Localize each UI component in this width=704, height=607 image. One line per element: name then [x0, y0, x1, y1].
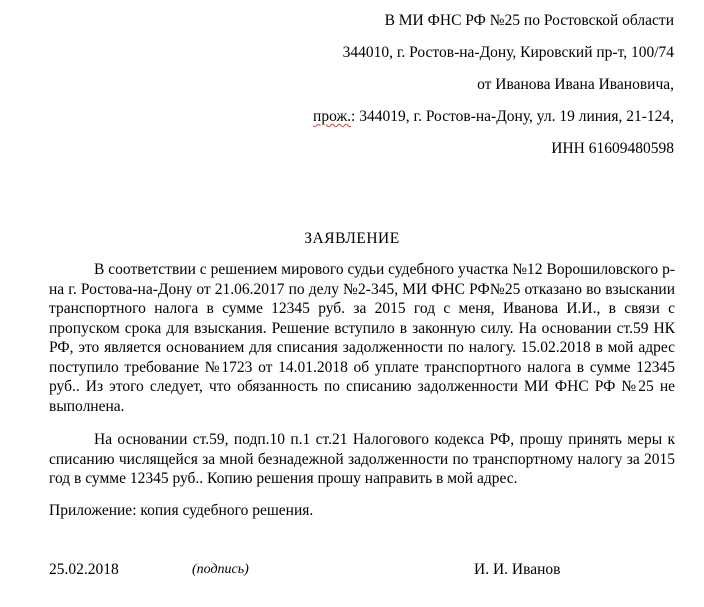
signature-placeholder: (подпись)	[192, 562, 249, 577]
inn-line: ИНН 61609480598	[551, 140, 674, 157]
signature-date: 25.02.2018	[49, 561, 119, 578]
attachment-line: Приложение: копия судебного решения.	[49, 502, 314, 519]
residence-address: : 344019, г. Ростов-на-Дону, ул. 19 линия, 21-124,	[351, 108, 674, 125]
recipient-address-line: 344010, г. Ростов-на-Дону, Кировский пр-т, 100/74	[342, 44, 674, 61]
sender-line: от Иванова Ивана Ивановича,	[477, 76, 674, 93]
signatory-name: И. И. Иванов	[474, 561, 561, 578]
recipient-line: В МИ ФНС РФ №25 по Ростовской области	[384, 12, 674, 29]
document-title: ЗАЯВЛЕНИЕ	[304, 230, 400, 247]
body-paragraph-2: На основании ст.59, подп.10 п.1 ст.21 Налогового кодекса РФ, прошу принять меры к списанию числящейся за мной безнадежной задолженности по транспортному налогу за 2015 год в сумме 12345 руб.. Копию решения прошу направить в мой адрес.	[49, 431, 675, 487]
residence-line	[313, 108, 674, 126]
body-paragraph-1: В соответствии с решением мирового судьи судебного участка №12 Ворошиловского р-на г. Ростова-на-Дону от 21.06.2017 по делу №2-345, МИ ФНС РФ№25 отказано во взыскании транспортного налога в сумме 12345 руб. за 2015 год с меня, Иванова И.И., в связи с пропуском срока для взыскания. Решение вступило в законную силу. На основании ст.59 НК РФ, это является основанием для списания задолженности по налогу. 15.02.2018 в мой адрес поступило требование №1723 от 14.01.2018 об уплате транспортного налога в сумме 12345 руб.. Из этого следует, что обязанность по списанию задолженности МИ ФНС РФ №25 не выполнена.	[49, 261, 675, 415]
residence-label: прож.	[313, 108, 352, 125]
